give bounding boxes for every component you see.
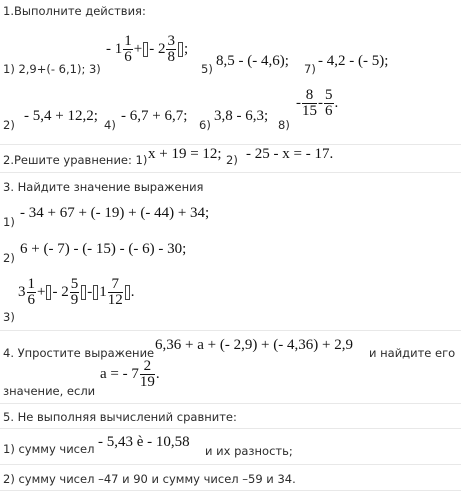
expr8-fraction-1 — [302, 88, 317, 119]
section4-expression: 6,36 + a + (- 2,9) + (- 4,36) + 2,9 — [155, 337, 353, 353]
task1-expr6: 3,8 - 6,3; — [214, 108, 269, 124]
bracket-box — [143, 42, 148, 57]
frac-den: 8 — [167, 49, 175, 65]
frac-num: 2 — [140, 359, 155, 375]
equation-2: - 25 - x = - 17. — [246, 146, 334, 162]
frac-num: 7 — [108, 277, 123, 293]
expr3-end: . — [130, 284, 135, 300]
bracket-box — [93, 285, 98, 300]
bracket-box — [46, 285, 51, 300]
section1-heading: 1.Выполните действия: — [3, 4, 146, 18]
divider — [0, 490, 461, 491]
divider — [0, 428, 461, 429]
frac-den: 6 — [325, 103, 333, 119]
frac-den: 19 — [139, 374, 155, 390]
task1-expr2: - 5,4 + 12,2; — [24, 108, 98, 124]
bracket-box — [125, 285, 130, 300]
bracket-box — [178, 42, 183, 57]
frac-den: 12 — [107, 292, 123, 308]
task1-expr7: - 4,2 - (- 5); — [318, 53, 389, 69]
expr3-whole-3: 1 — [99, 284, 107, 300]
frac-num: 5 — [325, 87, 333, 103]
divider — [0, 172, 461, 173]
task1-label6: 6) — [199, 118, 211, 132]
equation-1: x + 19 = 12; — [148, 146, 222, 162]
expr3-part-c: - 2 — [149, 41, 166, 57]
bracket-box — [81, 285, 86, 300]
task5-line1-lead: 1) сумму чисел — [3, 442, 95, 456]
task5-line2: 2) сумму чисел –47 и 90 и сумму чисел –59 и 34. — [3, 472, 296, 486]
section2-lead: 2.Решите уравнение: 1) — [3, 153, 148, 167]
section4-value-lead: значение, если — [3, 384, 96, 398]
task1-expr3 — [106, 34, 188, 65]
frac-num: 1 — [124, 33, 132, 49]
a-equals: a = - 7 — [100, 366, 139, 382]
task1-label2: 2) — [3, 118, 15, 132]
task5-line1-tail: и их разность; — [205, 444, 293, 458]
task1-line1-lead: 1) 2,9+(- 6,1); 3) — [3, 62, 101, 76]
expr8-fraction-2 — [324, 88, 334, 119]
expr3-fraction-3 — [108, 277, 123, 308]
task1-label7: 7) — [304, 62, 316, 76]
expr8-end: . — [334, 95, 339, 111]
expr3-whole-2: - 2 — [52, 284, 69, 300]
expr3-end: ; — [183, 41, 189, 57]
section5-heading: 5. Не выполняя вычислений сравните: — [3, 410, 237, 424]
expr3-op1: + — [37, 284, 46, 300]
frac-den: 6 — [124, 49, 132, 65]
frac-num: 8 — [302, 88, 317, 104]
task1-label8: 8) — [278, 118, 290, 132]
frac-den: 9 — [70, 292, 79, 308]
task3-label2: 2) — [3, 251, 15, 265]
frac-den: 6 — [27, 292, 35, 308]
a-end: . — [155, 366, 160, 382]
expr3-fraction-2 — [166, 34, 176, 65]
section4-tail: и найдите его — [369, 346, 456, 360]
frac-den: 15 — [302, 103, 317, 119]
task3-label1: 1) — [3, 215, 15, 229]
divider — [0, 144, 461, 145]
expr3-part-a: - 1 — [106, 41, 123, 57]
expr8-minus: - — [296, 95, 301, 111]
expr8-minus-2: - — [318, 95, 323, 111]
a-fraction — [140, 359, 155, 390]
expr3-fraction-1 — [27, 277, 37, 308]
task1-expr4: - 6,7 + 6,7; — [121, 108, 188, 124]
task1-label4: 4) — [104, 118, 116, 132]
task3-label3: 3) — [3, 310, 15, 324]
task1-expr5: 8,5 - (- 4,6); — [216, 53, 289, 69]
task1-label5: 5) — [201, 62, 213, 76]
expr3-fraction-1 — [123, 34, 133, 65]
expr3-fraction-2 — [70, 277, 80, 308]
divider — [0, 403, 461, 404]
frac-num: 3 — [167, 33, 175, 49]
expr3-plus: + — [133, 41, 143, 57]
task3-expr2: 6 + (- 7) - (- 15) - (- 6) - 30; — [20, 241, 187, 257]
task3-expr1: - 34 + 67 + (- 19) + (- 44) + 34; — [20, 205, 210, 221]
section4-a-value — [100, 359, 160, 390]
task5-line1-expr: - 5,43 è - 10,58 — [98, 434, 190, 450]
task3-expr3 — [18, 277, 134, 308]
task1-expr8 — [296, 88, 338, 119]
section4-lead: 4. Упростите выражение — [3, 346, 155, 360]
expr3-whole-1: 3 — [18, 284, 26, 300]
divider — [0, 330, 461, 331]
expr3-op2: - — [87, 284, 93, 300]
section3-heading: 3. Найдите значение выражения — [3, 180, 204, 194]
frac-num: 5 — [70, 276, 79, 292]
divider — [0, 464, 461, 465]
equation-2-label: 2) — [226, 153, 238, 167]
frac-num: 1 — [27, 276, 35, 292]
